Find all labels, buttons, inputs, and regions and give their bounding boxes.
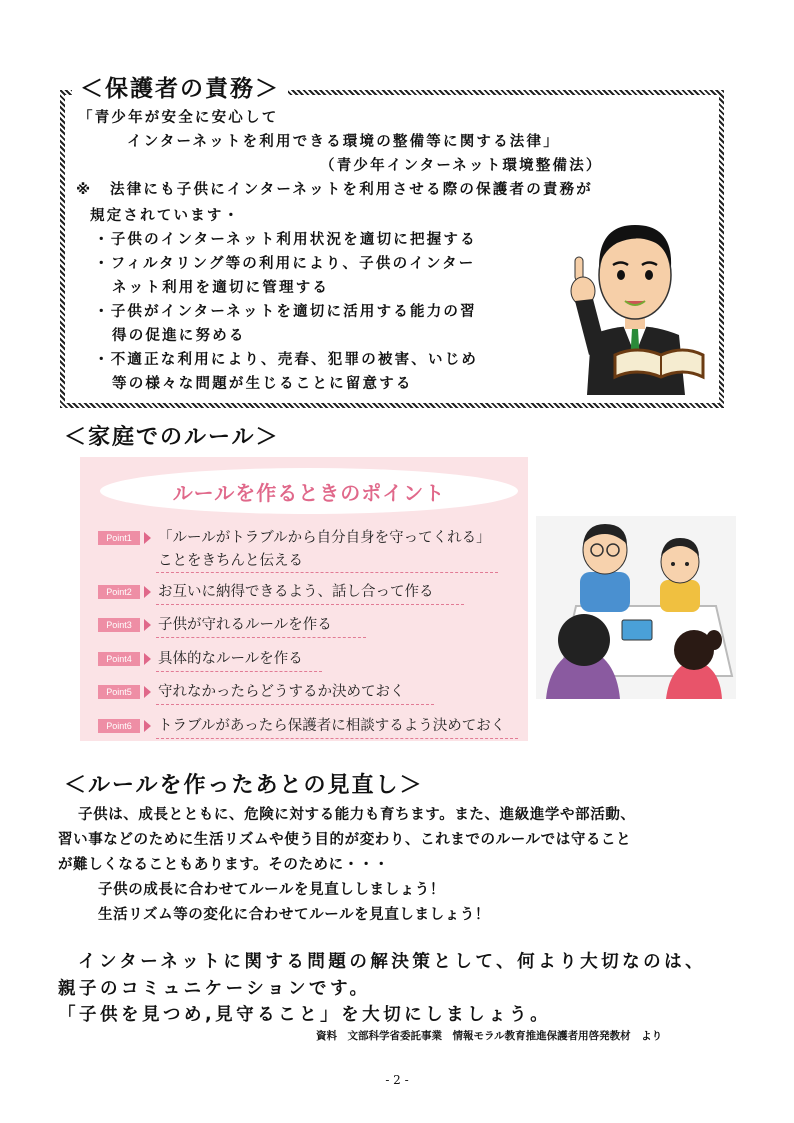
review-emphasis1: 子供の成長に合わせてルールを見直ししましょう！ bbox=[98, 882, 446, 898]
responsibility-bullet: ・子供のインターネット利用状況を適切に把握する bbox=[94, 232, 477, 248]
responsibility-bullet: ・フィルタリング等の利用により、子供のインター bbox=[94, 256, 476, 272]
point-text: 守れなかったらどうするか決めておく bbox=[158, 684, 405, 700]
note-mark: ※ bbox=[76, 182, 93, 198]
law-name-line2: インターネットを利用できる環境の整備等に関する法律」 bbox=[127, 134, 560, 150]
point-badge: Point6 bbox=[98, 719, 140, 733]
point-text: トラブルがあったら保護者に相談するよう決めておく bbox=[158, 718, 506, 734]
responsibility-bullet-cont: ネット利用を適切に管理する bbox=[112, 280, 330, 296]
responsibility-bullet: ・不適正な利用により、売春、犯罪の被害、いじめ bbox=[94, 352, 479, 368]
review-body-line3: が難しくなることもあります。そのために・・・ bbox=[58, 857, 390, 873]
point-text: 子供が守れるルールを作る bbox=[158, 617, 332, 633]
law-name-line1: 「青少年が安全に安心して bbox=[78, 110, 279, 126]
teacher-illustration bbox=[565, 205, 705, 395]
responsibility-bullet-cont: 等の様々な問題が生じることに留意する bbox=[112, 376, 413, 392]
note-line1: 法律にも子供にインターネットを利用させる際の保護者の責務が bbox=[110, 182, 593, 198]
point-underline bbox=[156, 604, 464, 605]
review-title: ＜ルールを作ったあとの見直し＞ bbox=[64, 773, 424, 798]
point-arrow-icon bbox=[144, 586, 151, 598]
point-text: 「ルールがトラブルから自分自身を守ってくれる」 bbox=[158, 530, 491, 546]
point-arrow-icon bbox=[144, 532, 151, 544]
law-short-name: （青少年インターネット環境整備法） bbox=[320, 158, 603, 174]
responsibility-bullet-cont: 得の促進に努める bbox=[112, 328, 246, 344]
point-underline bbox=[156, 738, 518, 739]
conclusion-line2: 親子のコミュニケーションです。 bbox=[58, 979, 371, 999]
point-text: ことをきちんと伝える bbox=[158, 553, 303, 569]
responsibilities-title: ＜保護者の責務＞ bbox=[72, 70, 288, 103]
point-underline bbox=[156, 704, 434, 705]
point-arrow-icon bbox=[144, 720, 151, 732]
conclusion-line3: 「子供を見つめ,見守ること」を大切にしましょう。 bbox=[58, 1005, 552, 1025]
point-badge: Point2 bbox=[98, 585, 140, 599]
page-number: - 2 - bbox=[385, 1073, 409, 1087]
note-line2: 規定されています・ bbox=[90, 208, 241, 224]
point-badge: Point3 bbox=[98, 618, 140, 632]
review-body-line2: 習い事などのために生活リズムや使う目的が変わり、これまでのルールでは守ること bbox=[58, 832, 632, 848]
point-text: 具体的なルールを作る bbox=[158, 651, 303, 667]
point-arrow-icon bbox=[144, 686, 151, 698]
point-arrow-icon bbox=[144, 653, 151, 665]
source-note: 資料 文部科学省委託事業 情報モラル教育推進保護者用啓発教材 より bbox=[316, 1030, 663, 1042]
point-underline bbox=[156, 572, 498, 573]
review-emphasis2: 生活リズム等の変化に合わせてルールを見直しましょう！ bbox=[98, 907, 491, 923]
point-underline bbox=[156, 671, 322, 672]
point-text: お互いに納得できるよう、話し合って作る bbox=[158, 584, 434, 600]
family-rules-title: ＜家庭でのルール＞ bbox=[64, 425, 280, 450]
review-body-line1: 子供は、成長とともに、危険に対する能力も育ちます。また、進級進学や部活動、 bbox=[78, 807, 636, 823]
family-discussion-illustration bbox=[536, 516, 736, 699]
rule-points-header: ルールを作るときのポイント bbox=[100, 468, 518, 514]
point-badge: Point4 bbox=[98, 652, 140, 666]
point-badge: Point1 bbox=[98, 531, 140, 545]
point-badge: Point5 bbox=[98, 685, 140, 699]
conclusion-line1: インターネットに関する問題の解決策として、何より大切なのは、 bbox=[78, 952, 707, 972]
responsibility-bullet: ・子供がインターネットを適切に活用する能力の習 bbox=[94, 304, 477, 320]
point-underline bbox=[156, 637, 366, 638]
point-arrow-icon bbox=[144, 619, 151, 631]
